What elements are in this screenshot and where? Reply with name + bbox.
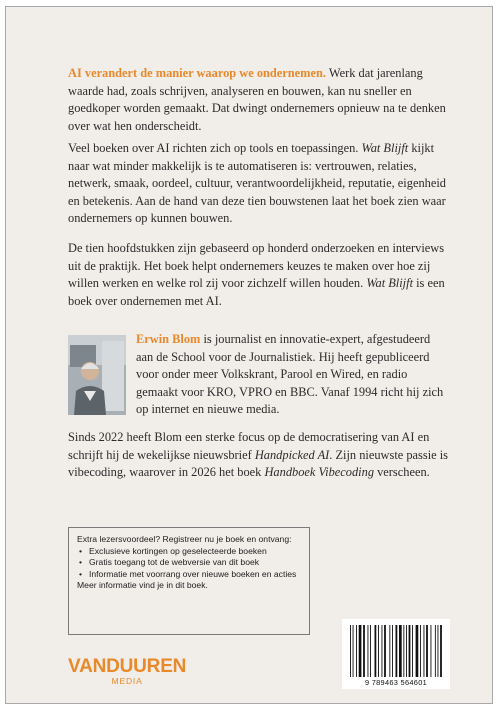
- author-name: Erwin Blom: [136, 332, 201, 346]
- barcode-bar: [384, 625, 386, 677]
- barcode-bar: [353, 625, 354, 677]
- promo-heading: Extra lezersvoordeel? Registreer nu je boek en ontvang:: [77, 534, 292, 544]
- focus-text-b: kijkt naar wat minder makkelijk is te automatiseren is: vertrouwen, relaties, netwerk, smaak, oordeel, cultuur, verantwoordelijkheid, reputatie, eigenheid en betekenis. Aan de hand van deze tien bouwstenen laat het boek zien waar ondernemers op kunnen bouwen.: [68, 141, 446, 225]
- ai-focus-paragraph: [68, 429, 448, 482]
- barcode-bar: [363, 625, 365, 677]
- back-cover: [5, 6, 493, 704]
- intro-lead: AI verandert de manier waarop we ondernemen.: [68, 66, 326, 80]
- other-book-title: Handboek Vibecoding: [264, 465, 375, 479]
- intro-text: Werk dat jarenlang waarde had, zoals schrijven, analyseren en bouwen, kan nu sneller en goedkoper worden gemaakt. Dat dwingt ondernemers opnieuw na te denken over wat hen onderscheidt.: [68, 66, 446, 133]
- barcode-bar: [356, 625, 357, 677]
- barcode-bar: [424, 625, 425, 677]
- intro-paragraph: [68, 65, 448, 135]
- barcode-bar: [350, 625, 351, 677]
- benefit-list: [77, 546, 301, 581]
- reader-benefit-box: [68, 527, 310, 635]
- chapters-text-b: is een boek over ondernemen met AI.: [68, 276, 445, 308]
- barcode-bar: [370, 625, 371, 677]
- barcode-bar: [440, 625, 442, 677]
- barcode-bar: [382, 625, 383, 677]
- barcode-bar: [403, 625, 404, 677]
- barcode-bar: [420, 625, 421, 677]
- publisher-name: VANDUUREN: [68, 656, 187, 677]
- barcode-bar: [368, 625, 369, 677]
- barcode-bar: [409, 625, 411, 677]
- author-description: is journalist en innovatie-expert, afgestudeerd aan de School voor de Journalistiek. Hij heeft gepubliceerd voor onder meer Volkskrant, Parool en Wired, en radio gemaakt voor KRO, VPRO en BBC. Vanaf 1994 richt hij zich op internet en nieuwe media.: [136, 332, 444, 416]
- barcode-bar: [435, 625, 436, 677]
- newsletter-title: Handpicked AI: [254, 447, 330, 462]
- barcode-bar: [399, 625, 402, 677]
- barcode-bar: [396, 625, 398, 677]
- promo-footer: Meer informatie vind je in dit boek.: [77, 580, 208, 591]
- chapters-paragraph: [68, 240, 448, 310]
- book-title-ref: Wat Blijft: [366, 276, 414, 290]
- barcode-bar: [406, 625, 407, 677]
- barcode-bar: [426, 625, 428, 677]
- barcode-bar: [392, 625, 393, 677]
- chapters-text-a: De tien hoofdstukken zijn gebaseerd op honderd onderzoeken en interviews uit de praktijk. Het boek helpt ondernemers keuzes te maken over hoe zij willen werken en welke rol zij voor zichzelf willen houden.: [68, 241, 445, 290]
- barcode-bar: [389, 625, 390, 677]
- list-item: [77, 546, 301, 558]
- book-title-ref: Wat Blijft: [361, 141, 409, 155]
- focus-text-a: Veel boeken over AI richten zich op tools en toepassingen.: [68, 141, 362, 155]
- benefit-text: Exclusieve kortingen op geselecteerde boeken: [89, 545, 267, 556]
- ai-focus-text-a: Sinds 2022 heeft Blom een sterke focus op de democratisering van AI en schrijft hij de wekelijkse nieuwsbrief: [68, 430, 430, 462]
- ai-focus-text-b: . Zijn nieuwste passie is vibecoding, waarover in 2026 het boek: [68, 447, 449, 479]
- barcode-bar: [438, 625, 439, 677]
- list-item: [77, 557, 301, 569]
- bullet-icon: •: [79, 568, 83, 579]
- barcode-bar: [412, 625, 413, 677]
- bullet-icon: •: [79, 545, 83, 556]
- author-photo: [68, 335, 126, 415]
- bullet-icon: •: [79, 557, 83, 568]
- barcode-bar: [375, 625, 377, 677]
- publisher-logo: [68, 657, 186, 686]
- barcode-bars: [348, 625, 444, 677]
- publisher-subname: MEDIA: [111, 676, 143, 686]
- barcode-bar: [416, 625, 419, 677]
- barcode-bar: [359, 625, 362, 677]
- ai-focus-text-c: verscheen.: [374, 465, 430, 479]
- focus-paragraph: [68, 140, 448, 228]
- benefit-text: Informatie met voorrang over nieuwe boeken en acties: [89, 568, 297, 579]
- barcode-bar: [431, 625, 432, 677]
- isbn-number: 9 789463 564601: [364, 678, 428, 687]
- list-item: [77, 569, 301, 581]
- barcode: [342, 619, 450, 689]
- benefit-text: Gratis toegang tot de webversie van dit boek: [89, 557, 260, 568]
- author-bio: [68, 331, 448, 419]
- author-bio-text: [136, 331, 448, 419]
- barcode-bar: [378, 625, 379, 677]
